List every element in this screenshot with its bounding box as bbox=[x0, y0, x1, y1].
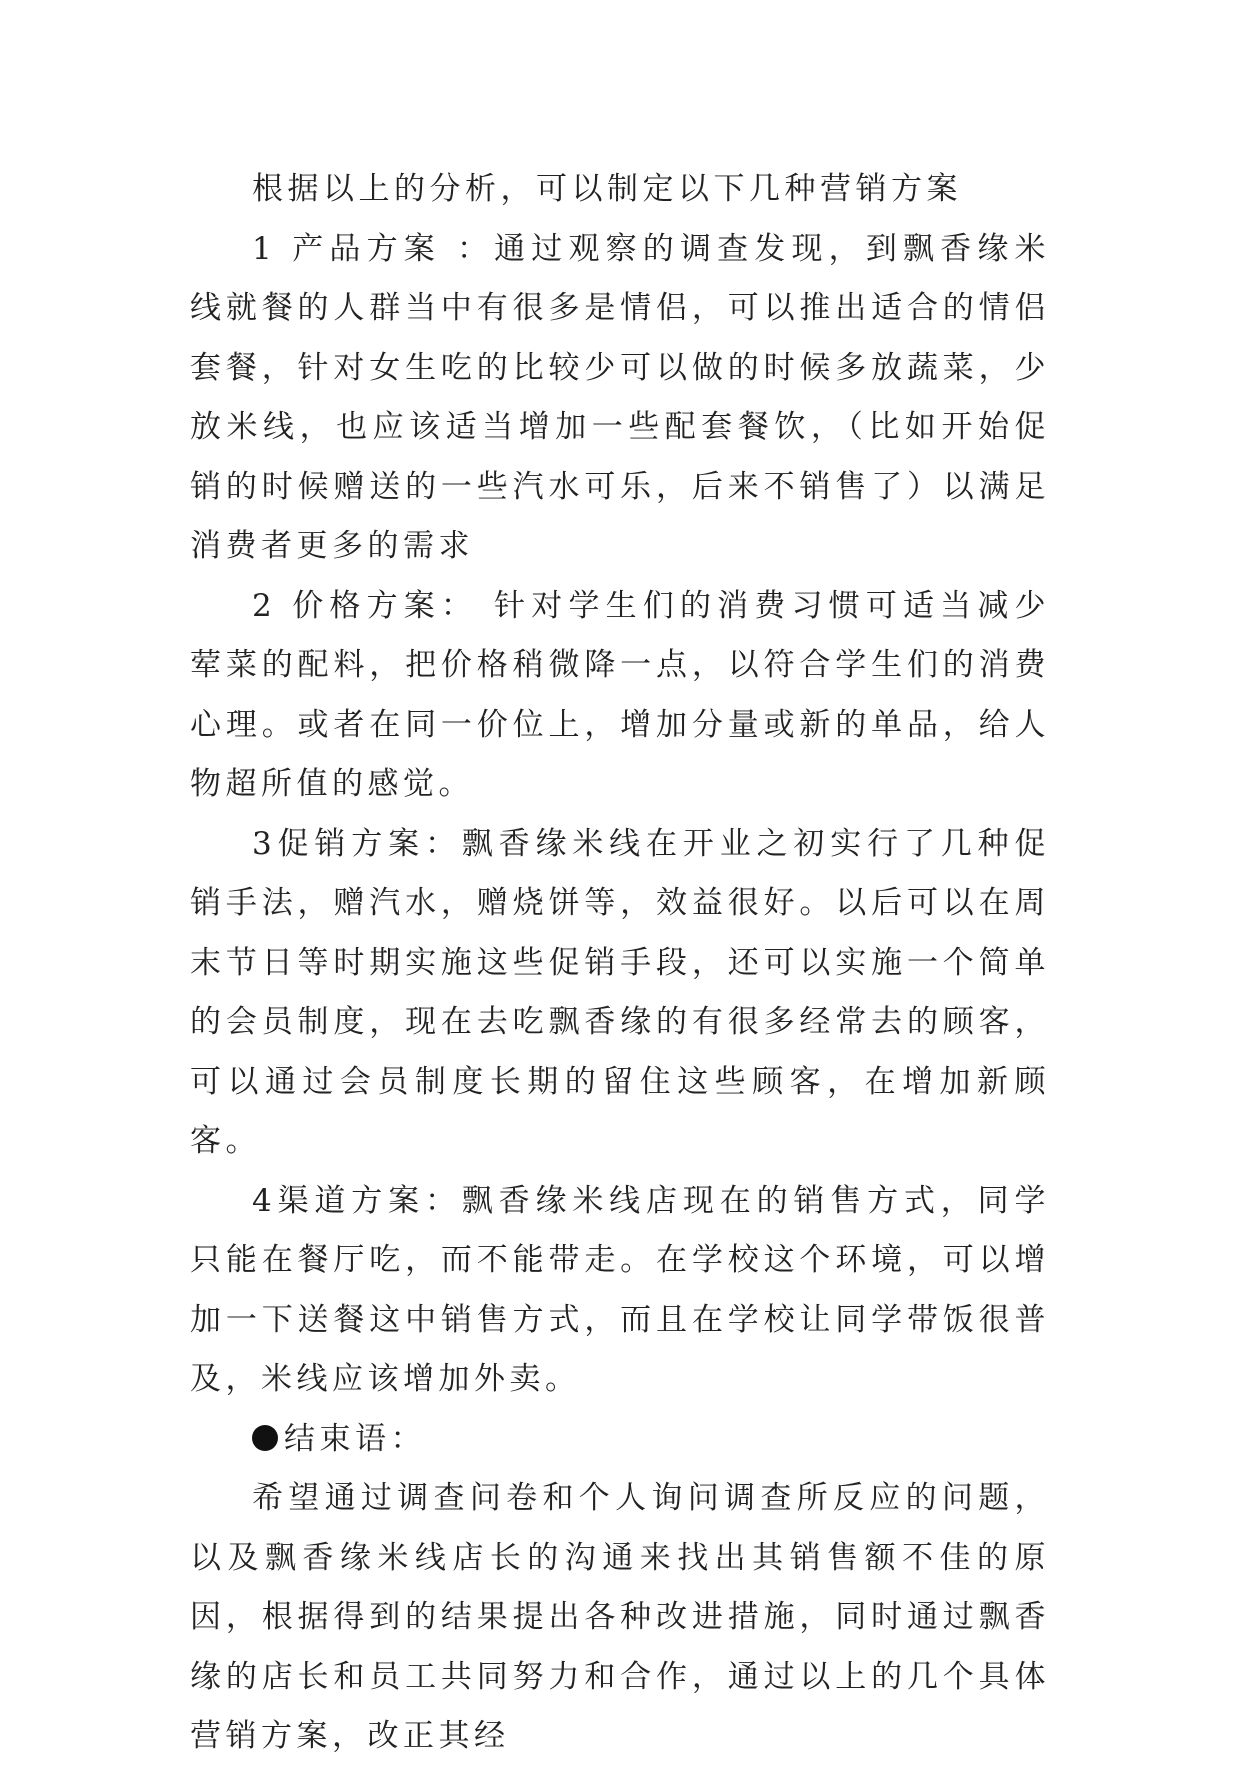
intro-paragraph: 根据以上的分析，可以制定以下几种营销方案 bbox=[252, 171, 962, 207]
conclusion-paragraph: 希望通过调查问卷和个人询问调查所反应的问题，以及飘香缘米线店长的沟通来找出其销售额不佳的原因，根据得到的结果提出各种改进措施，同时通过飘香缘的店长和员工共同努力和合作，通过以上的几个具体营销方案，改正其经 bbox=[190, 1480, 1050, 1754]
promotion-plan-paragraph: 3促销方案：飘香缘米线在开业之初实行了几种促销手法，赠汽水，赠烧饼等，效益很好。以后可以在周末节日等时期实施这些促销手段，还可以实施一个简单的会员制度，现在去吃飘香缘的有很多经常去的顾客，可以通过会员制度长期的留住这些顾客，在增加新顾客。 bbox=[190, 825, 1050, 1159]
price-plan-paragraph: 2 价格方案： 针对学生们的消费习惯可适当减少荤菜的配料，把价格稍微降一点，以符合学生们的消费心理。或者在同一价位上，增加分量或新的单品，给人物超所值的感觉。 bbox=[190, 587, 1050, 802]
conclusion-heading bbox=[190, 1410, 1050, 1470]
bullet-icon bbox=[252, 1425, 278, 1451]
document-body bbox=[190, 160, 1050, 1767]
product-plan-paragraph: 1 产品方案 ：通过观察的调查发现，到飘香缘米线就餐的人群当中有很多是情侣，可以推出适合的情侣套餐，针对女生吃的比较少可以做的时候多放蔬菜，少放米线，也应该适当增加一些配套餐饮，（比如开始促销的时候赠送的一些汽水可乐，后来不销售了）以满足消费者更多的需求 bbox=[190, 230, 1050, 564]
channel-plan-paragraph: 4渠道方案：飘香缘米线店现在的销售方式，同学只能在餐厅吃，而不能带走。在学校这个环境，可以增加一下送餐这中销售方式，而且在学校让同学带饭很普及，米线应该增加外卖。 bbox=[190, 1182, 1050, 1397]
conclusion-heading-text: 结束语： bbox=[284, 1420, 426, 1457]
